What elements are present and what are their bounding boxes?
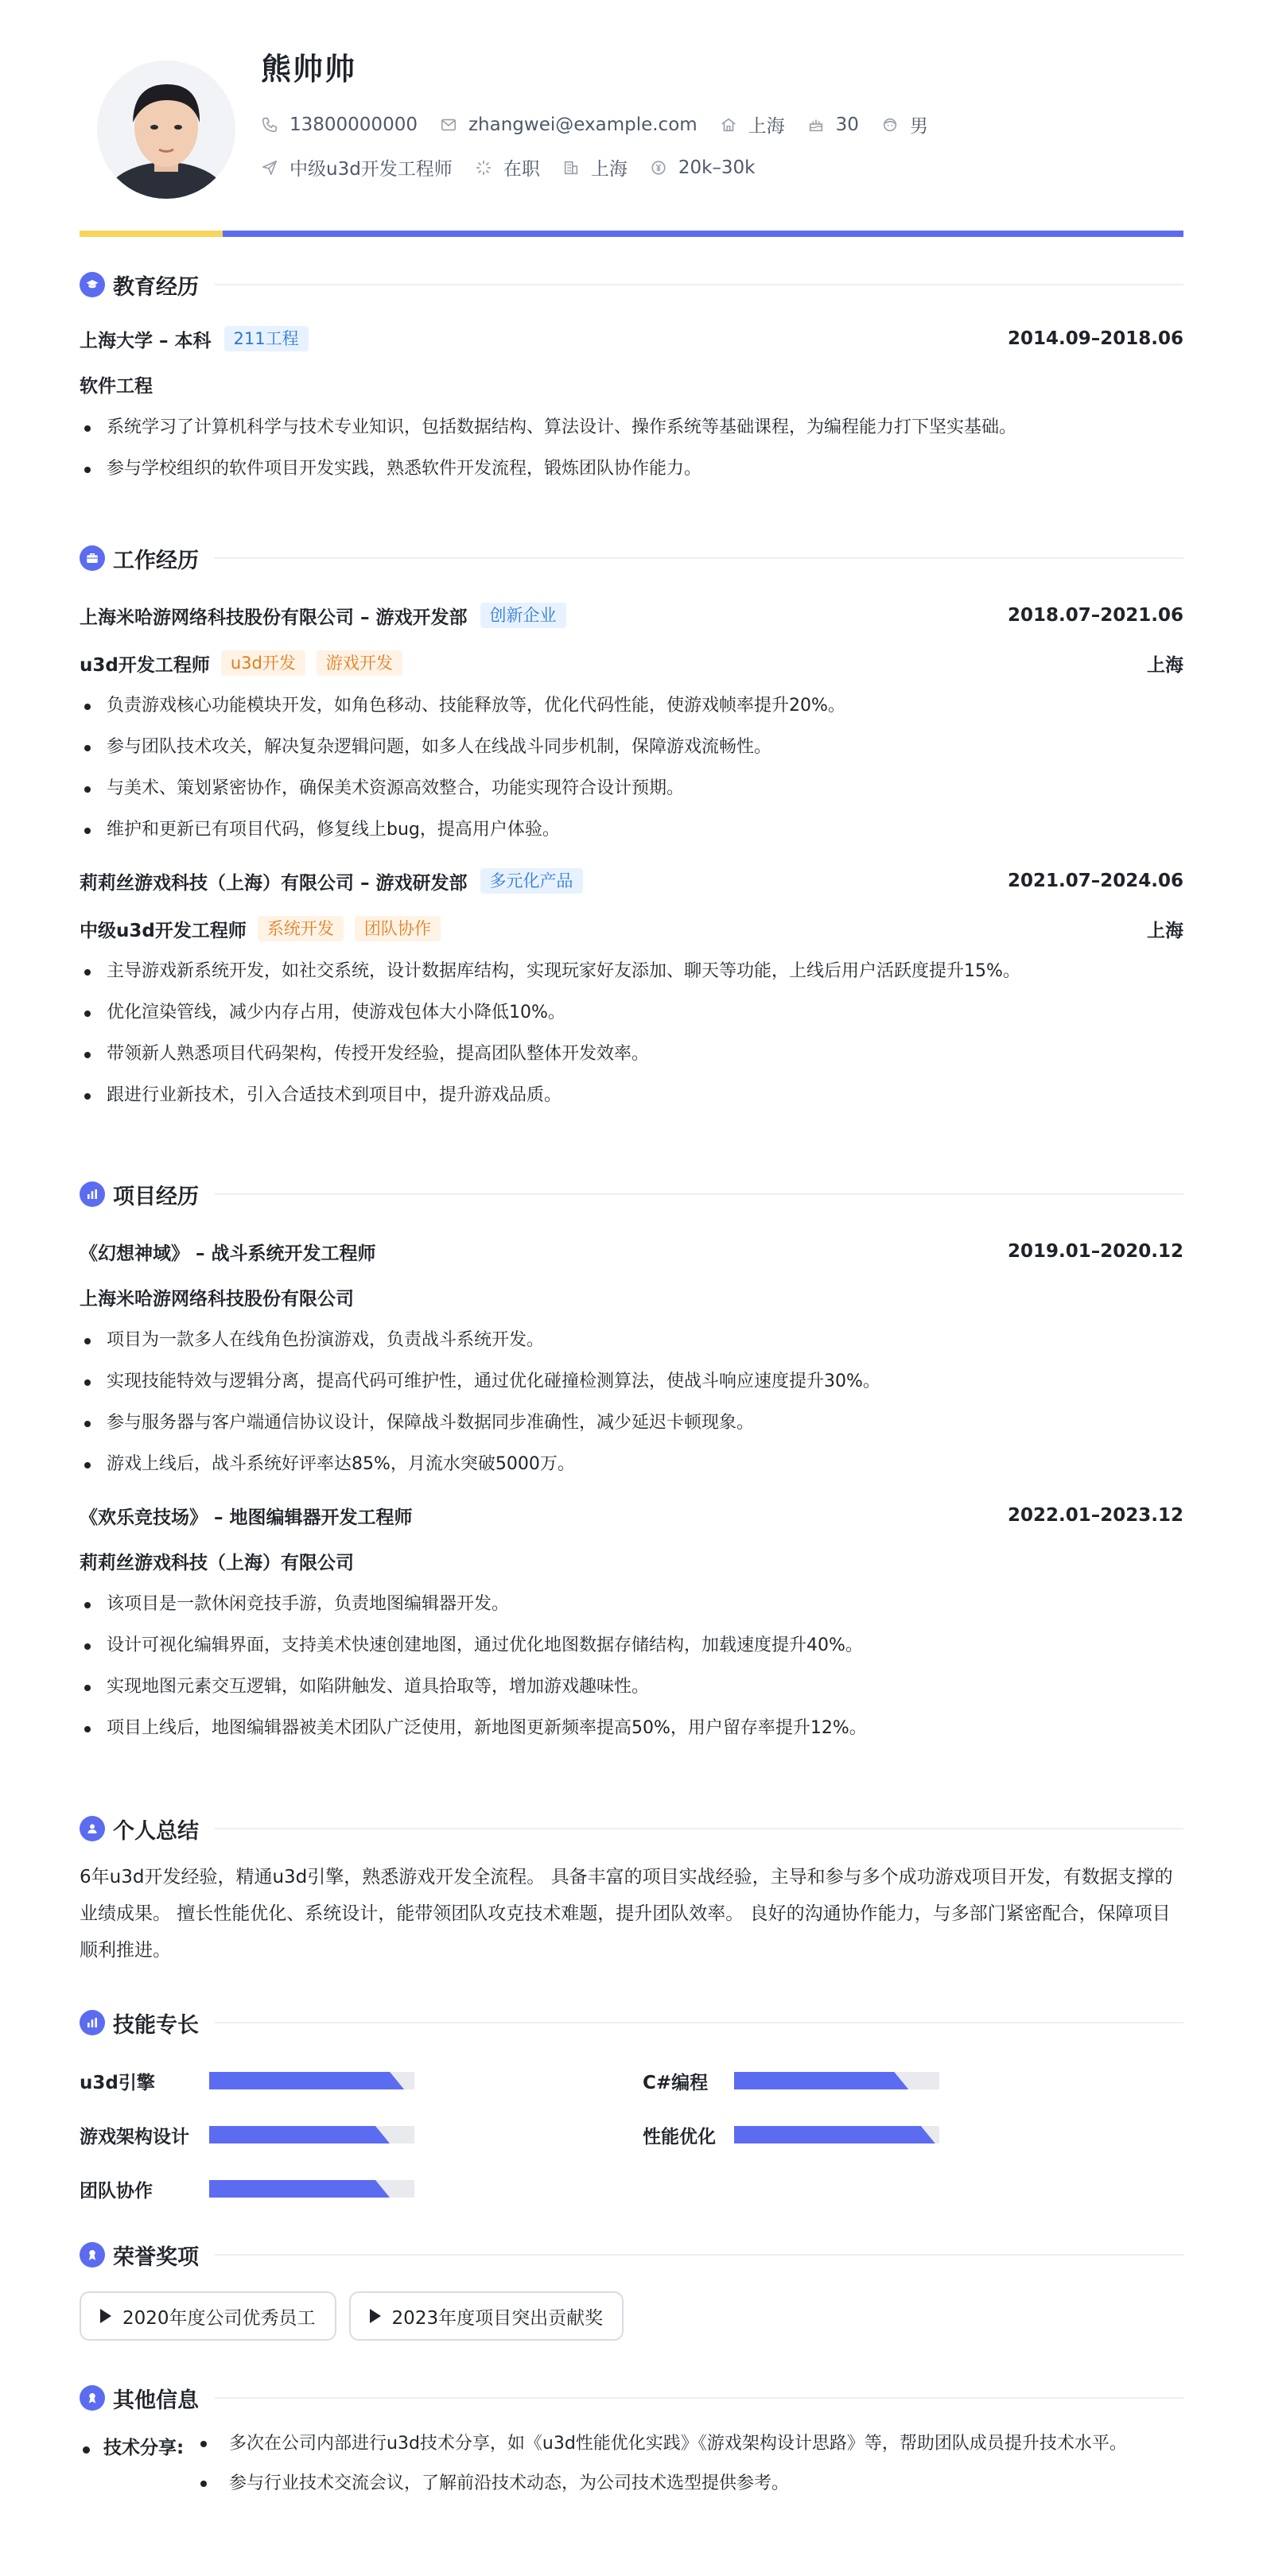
- work-date: 2018.07–2021.06: [1007, 605, 1183, 626]
- skill-bar-fill: [734, 2072, 908, 2089]
- project-entry-head: [80, 1501, 1183, 1530]
- list-item: 与美术、策划紧密协作，确保美术资源高效整合，功能实现符合设计预期。: [80, 768, 1183, 809]
- bullet-dot: [83, 2446, 90, 2454]
- list-item: 项目为一款多人在线角色扮演游戏，负责战斗系统开发。: [80, 1320, 1183, 1361]
- award-icon: [80, 2242, 105, 2268]
- section-title: 技能专长: [113, 2012, 199, 2038]
- location-text: 上海: [748, 116, 785, 137]
- list-item: 实现技能特效与逻辑分离，提高代码可维护性，通过优化碰撞检测算法，使战斗响应速度提升30%。: [80, 1361, 1183, 1402]
- list-item: 游戏上线后，战斗系统好评率达85%，月流水突破5000万。: [80, 1444, 1183, 1485]
- work-city: 上海: [1147, 654, 1183, 676]
- section-header: [80, 2007, 1183, 2039]
- work-date: 2021.07–2024.06: [1007, 871, 1183, 891]
- section-divider: [215, 1828, 1183, 1829]
- contact-row: [261, 111, 950, 138]
- work-bullets: [80, 685, 1183, 851]
- briefcase-icon: [80, 545, 105, 571]
- salary-item: [650, 157, 756, 178]
- skill-bar-fill: [209, 2180, 390, 2198]
- section-title: 工作经历: [113, 548, 199, 573]
- section-header: [80, 2239, 1183, 2271]
- home-icon: [720, 116, 737, 134]
- section-divider: [215, 2254, 1183, 2256]
- location-item: [720, 111, 785, 138]
- award-label: 2023年度项目突出贡献奖: [391, 2307, 604, 2329]
- list-item: 带领新人熟悉项目代码架构，传授开发经验，提高团队整体开发效率。: [80, 1034, 1183, 1075]
- city-item: [562, 154, 628, 180]
- project-company: 莉莉丝游戏科技（上海）有限公司: [80, 1553, 354, 1573]
- project-icon: [80, 1181, 105, 1207]
- resume-header: [80, 33, 1183, 231]
- age-item: [807, 114, 859, 135]
- section-divider: [215, 284, 1183, 285]
- play-triangle-icon: [370, 2309, 381, 2323]
- section-header: [80, 2382, 1183, 2414]
- other-section: [80, 2382, 1183, 2493]
- skill-bar: [209, 2180, 414, 2198]
- company-name: 上海米哈游网络科技股份有限公司 – 游戏开发部: [80, 607, 468, 628]
- list-item: 项目上线后，地图编辑器被美术团队广泛使用，新地图更新频率提高50%，用户留存率提升12%。: [80, 1708, 1183, 1749]
- role-tag: 团队协作: [355, 916, 441, 941]
- list-item: 设计可视化编辑界面，支持美术快速创建地图，通过优化地图数据存储结构，加载速度提升40%。: [80, 1625, 1183, 1666]
- position-text: 中级u3d开发工程师: [290, 159, 453, 180]
- section-title: 教育经历: [113, 274, 199, 300]
- awards-section: [80, 2239, 1183, 2341]
- gender-text: 男: [909, 116, 928, 137]
- work-section: [80, 542, 1183, 1116]
- education-section: [80, 269, 1183, 490]
- send-icon: [261, 159, 278, 177]
- skill-bar: [209, 2126, 414, 2143]
- skills-chart-icon: [80, 2010, 105, 2035]
- header-divider-accent: [80, 231, 223, 237]
- list-item: 参与团队技术攻关，解决复杂逻辑问题，如多人在线战斗同步机制，保障游戏流畅性。: [80, 727, 1183, 768]
- project-date: 2022.01–2023.12: [1007, 1505, 1183, 1526]
- building-icon: [562, 159, 580, 177]
- phone-item: [261, 114, 418, 135]
- salary-text: 20k–30k: [678, 157, 756, 178]
- email-text: zhangwei@example.com: [468, 114, 698, 135]
- skill-item: [80, 2177, 414, 2201]
- section-divider: [215, 557, 1183, 559]
- list-item: 主导游戏新系统开发，如社交系统，设计数据库结构，实现玩家好友添加、聊天等功能，上线后用户活跃度提升15%。: [80, 951, 1183, 992]
- skills-grid: [80, 2056, 1183, 2239]
- skill-bar-fill: [209, 2072, 404, 2089]
- school-tag: 211工程: [224, 326, 309, 351]
- project-bullets: [80, 1584, 1183, 1749]
- education-entry-head: [80, 324, 1183, 353]
- job-row: [261, 154, 777, 180]
- section-title: 荣誉奖项: [113, 2244, 199, 2270]
- city-text: 上海: [590, 159, 628, 180]
- project-company: 上海米哈游网络科技股份有限公司: [80, 1289, 354, 1309]
- skill-item: [80, 2069, 414, 2093]
- summary-text: 6年u3d开发经验，精通u3d引擎，熟悉游戏开发全流程。 具备丰富的项目实战经验，主导和参与多个成功游戏项目开发，有数据支撑的业绩成果。 擅长性能优化、系统设计，能带领团队攻克技术难题，提升团队效率。 良好的沟通协作能力，与多部门紧密配合，保障项目顺利推进。: [80, 1867, 1173, 1961]
- skill-item: [80, 2123, 414, 2147]
- work-bullets: [80, 951, 1183, 1116]
- work-city: 上海: [1147, 920, 1183, 941]
- skill-name: 团队协作: [80, 2180, 153, 2202]
- skill-name: C#编程: [643, 2072, 709, 2093]
- role-name: 中级u3d开发工程师: [80, 920, 247, 941]
- age-text: 30: [835, 114, 859, 135]
- company-tag: 多元化产品: [480, 868, 583, 894]
- project-name: 《欢乐竞技场》 – 地图编辑器开发工程师: [80, 1507, 413, 1528]
- major: 软件工程: [80, 376, 153, 397]
- cake-icon: [807, 116, 825, 134]
- avatar: [97, 60, 235, 199]
- section-title: 项目经历: [113, 1184, 199, 1209]
- role-tag: 系统开发: [258, 916, 344, 941]
- section-title: 个人总结: [113, 1818, 199, 1844]
- list-item: 参与学校组织的软件项目开发实践，熟悉软件开发流程，锻炼团队协作能力。: [80, 448, 1183, 490]
- mail-icon: [440, 116, 457, 134]
- phone-icon: [261, 116, 278, 134]
- award-label: 2020年度公司优秀员工: [122, 2307, 316, 2329]
- role-tag: u3d开发: [221, 650, 305, 676]
- section-divider: [215, 2397, 1183, 2399]
- skill-bar-fill: [734, 2126, 935, 2143]
- company-tag: 创新企业: [480, 603, 566, 628]
- loading-icon: [475, 159, 492, 177]
- projects-section: [80, 1178, 1183, 1749]
- other-list: [196, 2428, 1182, 2500]
- skills-section: [80, 2007, 1183, 2239]
- skill-item: [643, 2123, 939, 2147]
- list-item: 该项目是一款休闲竞技手游，负责地图编辑器开发。: [80, 1584, 1183, 1625]
- graduation-cap-icon: [80, 272, 105, 297]
- work-entry-head: [80, 601, 1183, 630]
- skill-bar: [734, 2126, 939, 2143]
- section-header: [80, 1813, 1183, 1845]
- company-name: 莉莉丝游戏科技（上海）有限公司 – 游戏研发部: [80, 872, 468, 894]
- education-date: 2014.09–2018.06: [1007, 328, 1183, 349]
- project-bullets: [80, 1320, 1183, 1485]
- summary-section: [80, 1813, 1183, 1969]
- skill-name: 性能优化: [643, 2126, 716, 2147]
- education-bullets: [80, 407, 1183, 490]
- school-name: 上海大学 – 本科: [80, 330, 212, 351]
- project-date: 2019.01–2020.12: [1007, 1241, 1183, 1262]
- section-header: [80, 542, 1183, 574]
- section-header: [80, 269, 1183, 301]
- status-text: 在职: [503, 159, 540, 180]
- list-item: 实现地图元素交互逻辑，如陷阱触发、道具拾取等，增加游戏趣味性。: [80, 1666, 1183, 1708]
- list-item: 维护和更新已有项目代码，修复线上bug，提高用户体验。: [80, 809, 1183, 851]
- skill-name: 游戏架构设计: [80, 2126, 189, 2147]
- role-name: u3d开发工程师: [80, 654, 210, 676]
- gender-icon: [881, 116, 899, 134]
- header-divider-bar: [80, 231, 1183, 237]
- work-role-row: [80, 914, 1183, 943]
- section-divider: [215, 2022, 1183, 2023]
- other-label: 技术分享:: [103, 2438, 185, 2458]
- phone-text: 13800000000: [290, 114, 418, 135]
- section-divider: [215, 1193, 1183, 1195]
- status-item: [475, 154, 540, 180]
- skill-name: u3d引擎: [80, 2072, 155, 2093]
- position-item: [261, 154, 453, 180]
- list-item: 参与行业技术交流会议，了解前沿技术动态，为公司技术选型提供参考。: [196, 2468, 1182, 2500]
- project-name: 《幻想神域》 – 战斗系统开发工程师: [80, 1243, 376, 1264]
- list-item: 参与服务器与客户端通信协议设计，保障战斗数据同步准确性，减少延迟卡顿现象。: [80, 1402, 1183, 1444]
- skill-bar-fill: [209, 2126, 390, 2143]
- work-entry-head: [80, 867, 1183, 895]
- section-header: [80, 1178, 1183, 1210]
- section-title: 其他信息: [113, 2388, 199, 2413]
- skill-bar: [209, 2072, 414, 2089]
- list-item: 多次在公司内部进行u3d技术分享，如《u3d性能优化实践》《游戏架构设计思路》等，帮助团队成员提升技术水平。: [196, 2428, 1182, 2460]
- email-item: [440, 114, 698, 135]
- play-triangle-icon: [100, 2309, 111, 2323]
- candidate-name: 熊帅帅: [261, 52, 357, 87]
- list-item: 优化渲染管线，减少内存占用，使游戏包体大小降低10%。: [80, 992, 1183, 1034]
- awards-list: [80, 2291, 1183, 2341]
- yuan-coin-icon: [650, 159, 667, 177]
- user-icon: [80, 1816, 105, 1841]
- award-chip: [80, 2291, 336, 2341]
- role-tag: 游戏开发: [317, 650, 402, 676]
- gender-item: [881, 111, 928, 138]
- project-entry-head: [80, 1237, 1183, 1266]
- award-chip: [349, 2291, 624, 2341]
- list-item: 跟进行业新技术，引入合适技术到项目中，提升游戏品质。: [80, 1075, 1183, 1116]
- skill-item: [643, 2069, 939, 2093]
- work-role-row: [80, 649, 1183, 677]
- list-item: 负责游戏核心功能模块开发，如角色移动、技能释放等，优化代码性能，使游戏帧率提升20%。: [80, 685, 1183, 727]
- info-icon: [80, 2385, 105, 2411]
- skill-bar: [734, 2072, 939, 2089]
- list-item: 系统学习了计算机科学与技术专业知识，包括数据结构、算法设计、操作系统等基础课程，为编程能力打下坚实基础。: [80, 407, 1183, 448]
